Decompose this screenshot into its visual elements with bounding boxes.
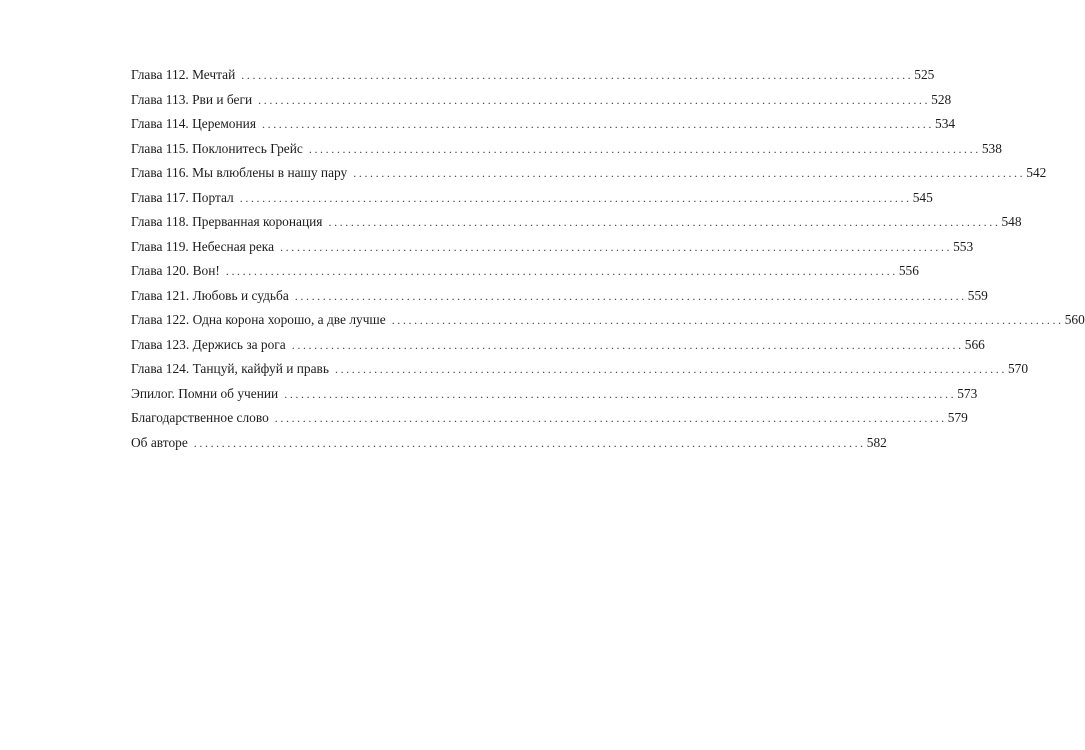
toc-dot-leader: ........................................................................................................................ [239,190,912,205]
toc-entry [131,406,968,431]
toc-entry-page: 542 [1026,165,1047,180]
toc-entry-title: Глава 124. Танцуй, кайфуй и правь [131,361,329,376]
toc-dot-leader: ........................................................................................................................ [193,435,866,450]
toc-entry [131,357,1029,382]
toc-dot-leader: ........................................................................................................................ [294,288,967,303]
toc-entry-title: Глава 114. Церемония [131,116,256,131]
toc-entry [131,186,933,211]
toc-dot-leader: ........................................................................................................................ [241,68,914,82]
toc-entry-title: Глава 116. Мы влюблены в нашу пару [131,165,348,180]
toc-dot-leader: ........................................................................................................................ [391,313,1064,327]
toc-entry-page: 538 [981,140,1002,156]
toc-dot-leader: ........................................................................................................................ [258,92,931,107]
toc-entry-page: 528 [931,91,952,107]
toc-dot-leader: ........................................................................................................................ [225,264,898,278]
toc-entry-page: 573 [957,385,978,401]
toc-entry-page: 579 [947,410,968,425]
toc-entry-page: 525 [914,67,935,82]
table-of-contents [131,63,1085,455]
toc-entry [131,308,1085,333]
toc-dot-leader: ........................................................................................................................ [334,362,1007,376]
toc-entry-page: 566 [964,336,985,352]
toc-dot-leader: ........................................................................................................................ [353,166,1026,180]
toc-entry [131,259,919,284]
toc-entry-page: 553 [953,238,974,254]
toc-entry-title: Глава 123. Держись за рога [131,336,286,352]
toc-entry [131,333,985,358]
toc-dot-leader: ........................................................................................................................ [291,337,964,352]
toc-entry-title: Благодарственное слово [131,410,269,425]
toc-entry [131,284,988,309]
toc-entry [131,235,974,260]
toc-dot-leader: ........................................................................................................................ [262,117,934,131]
toc-entry-title: Глава 118. Прерванная коронация [131,214,323,229]
toc-entry-title: Глава 117. Портал [131,189,234,205]
toc-entry-title: Глава 113. Рви и беги [131,91,253,107]
toc-dot-leader: ........................................................................................................................ [308,141,981,156]
toc-dot-leader: ........................................................................................................................ [284,386,957,401]
toc-entry-title: Глава 122. Одна корона хорошо, а две лучше [131,312,386,327]
toc-entry-page: 559 [967,287,988,303]
toc-entry-page: 545 [912,189,933,205]
toc-entry [131,382,978,407]
toc-entry [131,63,935,88]
toc-entry-title: Глава 120. Вон! [131,263,220,278]
toc-entry-page: 556 [898,263,919,278]
toc-entry [131,210,1022,235]
toc-entry [131,137,1002,162]
toc-entry [131,112,956,137]
toc-dot-leader: ........................................................................................................................ [274,411,947,425]
toc-entry-title: Глава 115. Поклонитесь Грейс [131,140,303,156]
toc-entry-page: 582 [866,434,887,450]
toc-entry-title: Глава 121. Любовь и судьба [131,287,289,303]
toc-entry-title: Эпилог. Помни об учении [131,385,279,401]
toc-entry-page: 560 [1064,312,1085,327]
toc-entry-title: Глава 112. Мечтай [131,67,236,82]
toc-entry [131,161,1047,186]
toc-dot-leader: ........................................................................................................................ [328,215,1001,229]
toc-entry-title: Об авторе [131,434,188,450]
toc-entry-page: 534 [935,116,956,131]
toc-entry [131,431,887,456]
toc-entry-page: 570 [1007,361,1029,376]
toc-entry [131,88,952,113]
toc-entry-page: 548 [1001,214,1022,229]
toc-entry-title: Глава 119. Небесная река [131,238,275,254]
toc-dot-leader: ........................................................................................................................ [280,239,953,254]
